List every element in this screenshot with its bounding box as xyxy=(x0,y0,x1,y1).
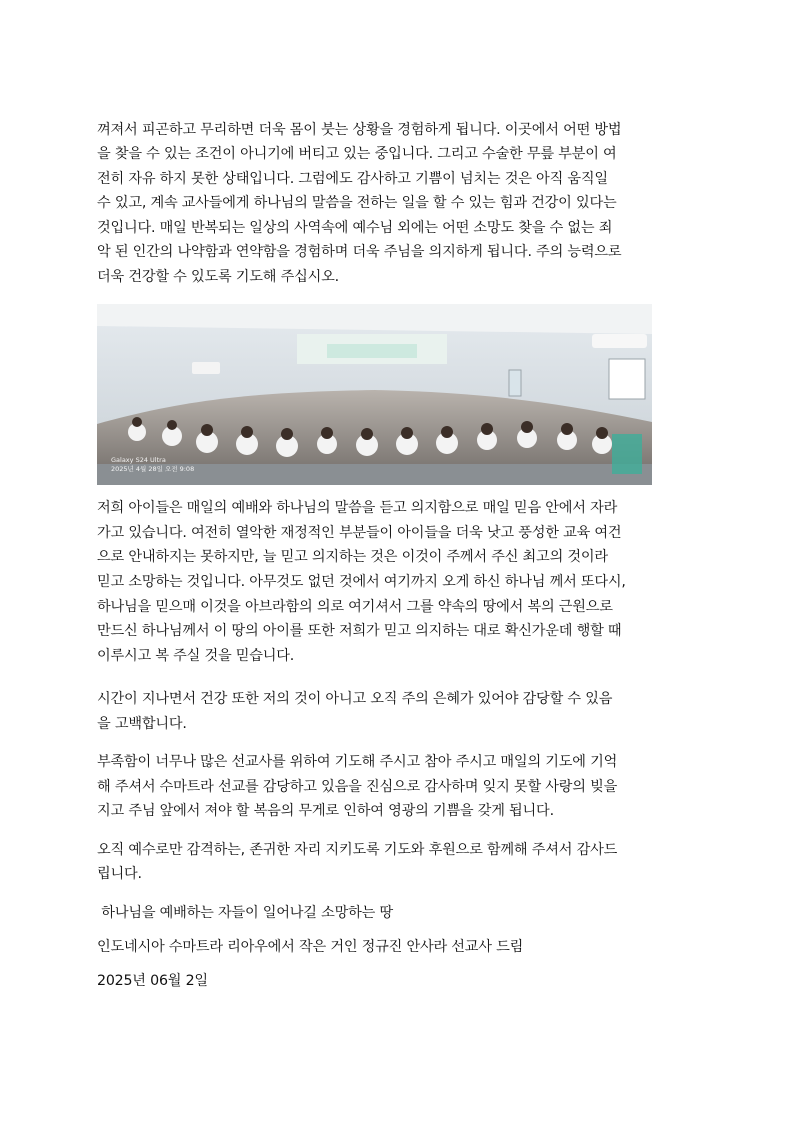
letter-date: 2025년 06월 2일 xyxy=(97,973,208,989)
paragraph-2-line-2: 가고 있습니다. 여전히 열악한 재정적인 부분들이 아이들을 더욱 낫고 풍성한 교육 여건 xyxy=(97,525,622,541)
photo-watermark-device: Galaxy S24 Ultra xyxy=(111,456,166,464)
paragraph-4-line-3: 지고 주님 앞에서 져야 할 복음의 무게로 인하여 영광의 기쁨을 갖게 됩니다. xyxy=(97,803,554,819)
paragraph-2-line-1: 저희 아이들은 매일의 예배와 하나님의 말씀을 듣고 의지함으로 매일 믿음 안에서 자라 xyxy=(97,500,618,516)
paragraph-1-line-1: 껴져서 피곤하고 무리하면 더욱 몸이 붓는 상황을 경험하게 됩니다. 이곳에서 어떤 방법 xyxy=(97,122,622,138)
paragraph-1-line-5: 것입니다. 매일 반복되는 일상의 사역속에 예수님 외에는 어떤 소망도 찾을 수 없는 죄 xyxy=(97,220,613,236)
paragraph-5-line-2: 립니다. xyxy=(97,866,142,882)
paragraph-1-line-4: 수 있고, 계속 교사들에게 하나님의 말씀을 전하는 일을 할 수 있는 힘과 건강이 있다는 xyxy=(97,195,617,211)
paragraph-2-line-5: 하나님을 믿으매 이것을 아브라함의 의로 여기셔서 그를 약속의 땅에서 복의 근원으로 xyxy=(97,599,613,615)
paragraph-1-line-2: 을 찾을 수 있는 조건이 아니기에 버티고 있는 중입니다. 그리고 수술한 무릎 부분이 여 xyxy=(97,146,617,162)
paragraph-2-line-7: 이루시고 복 주실 것을 믿습니다. xyxy=(97,648,295,664)
paragraph-4-line-1: 부족함이 너무나 많은 선교사를 위하여 기도해 주시고 참아 주시고 매일의 기도에 기억 xyxy=(97,754,618,770)
paragraph-3-line-2: 을 고백합니다. xyxy=(97,716,187,732)
motto: 하나님을 예배하는 자들이 일어나길 소망하는 땅 xyxy=(97,905,393,921)
paragraph-1-line-7: 더욱 건강할 수 있도록 기도해 주십시오. xyxy=(97,269,339,285)
photo-watermark xyxy=(111,456,194,474)
paragraph-2-line-6: 만드신 하나님께서 이 땅의 아이를 또한 저희가 믿고 의지하는 대로 확신가운데 행할 때 xyxy=(97,623,622,639)
paragraph-2-line-3: 으로 안내하지는 못하지만, 늘 믿고 의지하는 것은 이것이 주께서 주신 최고의 것이라 xyxy=(97,549,608,565)
paragraph-1-line-3: 전히 자유 하지 못한 상태입니다. 그럼에도 감사하고 기쁨이 넘치는 것은 아직 움직일 xyxy=(97,171,608,187)
paragraph-2-line-4: 믿고 소망하는 것입니다. 아무것도 없던 것에서 여기까지 오게 하신 하나님 께서 또다시, xyxy=(97,574,626,590)
signature: 인도네시아 수마트라 리아우에서 작은 거인 정규진 안사라 선교사 드림 xyxy=(97,939,524,955)
photo-watermark-timestamp: 2025년 4월 28일 오전 9:08 xyxy=(111,465,195,473)
group-photo xyxy=(97,304,652,485)
paragraph-3-line-1: 시간이 지나면서 건강 또한 저의 것이 아니고 오직 주의 은혜가 있어야 감당할 수 있음 xyxy=(97,691,613,707)
paragraph-1-line-6: 악 된 인간의 나약함과 연약함을 경험하며 더욱 주님을 의지하게 됩니다. 주의 능력으로 xyxy=(97,244,622,260)
paragraph-5-line-1: 오직 예수로만 감격하는, 존귀한 자리 지키도록 기도와 후원으로 함께해 주셔서 감사드 xyxy=(97,842,618,858)
paragraph-4-line-2: 해 주셔서 수마트라 선교를 감당하고 있음을 진심으로 감사하며 잊지 못할 사랑의 빚을 xyxy=(97,779,618,795)
